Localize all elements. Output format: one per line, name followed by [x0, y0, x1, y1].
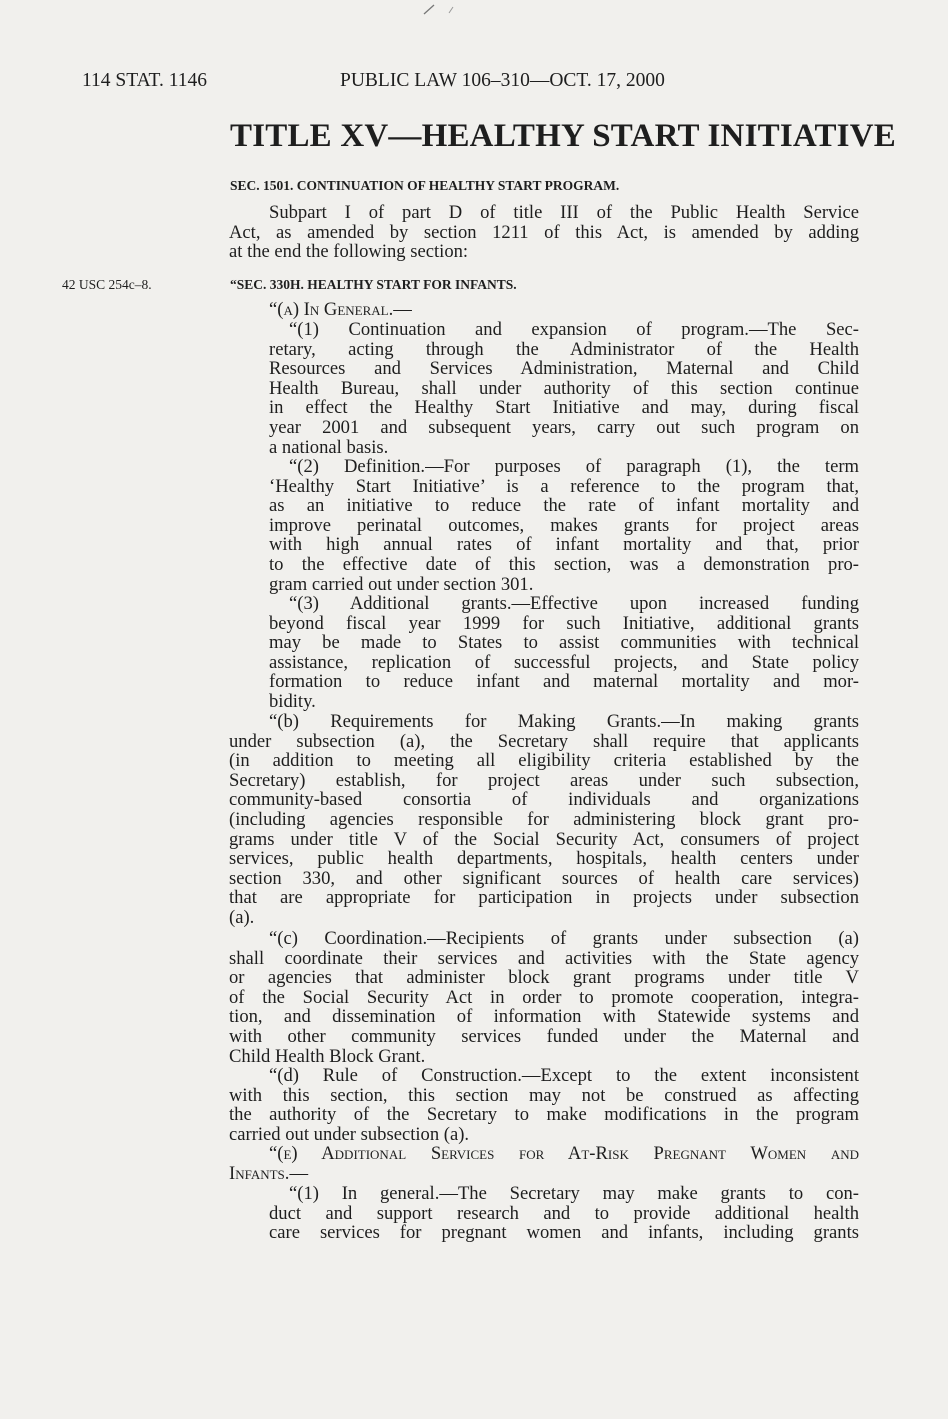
text-line: tion, and dissemination of information with Statewide systems and: [229, 1006, 859, 1028]
text-line: services, public health departments, hospitals, health centers under: [229, 848, 859, 870]
text-line: improve perinatal outcomes, makes grants for project areas: [269, 514, 859, 536]
text-line: in effect the Healthy Start Initiative and may, during fiscal: [269, 397, 859, 419]
text-line: with this section, this section may not be construed as affecting: [229, 1084, 859, 1106]
text-line: ‘Healthy Start Initiative’ is a reference to the program that,: [269, 475, 859, 497]
text-line: “(3) Additional grants.—Effective upon increased funding: [289, 593, 859, 614]
text-line: “(a) In General.—: [269, 299, 412, 320]
margin-citation: 42 USC 254c–8.: [62, 277, 152, 292]
text-line: (including agencies responsible for administering block grant pro-: [229, 808, 859, 830]
text-line: Infants.—: [229, 1162, 309, 1184]
text-line: “(d) Rule of Construction.—Except to the extent inconsistent: [269, 1065, 859, 1086]
subsection-c: [229, 929, 859, 1066]
text-line: or agencies that administer block grant programs under title V: [229, 967, 859, 989]
text-line: section 330, and other significant sources of health care services): [229, 867, 859, 889]
text-line: beyond fiscal year 1999 for such Initiative, additional grants: [269, 612, 859, 634]
text-line: bidity.: [269, 690, 316, 712]
text-line: grams under title V of the Social Security Act, consumers of project: [229, 828, 859, 850]
text-line: gram carried out under section 301.: [269, 573, 534, 595]
scan-mark-graphic: [418, 2, 468, 16]
subsection-a-heading: [229, 300, 859, 320]
law-reference: PUBLIC LAW 106–310—OCT. 17, 2000: [340, 70, 665, 91]
text-line: community-based consortia of individuals and organizations: [229, 789, 859, 811]
text-line: year 2001 and subsequent years, carry out such program on: [269, 416, 859, 438]
text-line: assistance, replication of successful projects, and State policy: [269, 651, 859, 673]
section-1501-heading: SEC. 1501. CONTINUATION OF HEALTHY START PROGRAM.: [230, 178, 620, 193]
text-line: shall coordinate their services and activities with the State agency: [229, 947, 859, 969]
text-line: to the effective date of this section, was a demonstration pro-: [269, 553, 859, 575]
text-line: of the Social Security Act in order to promote cooperation, integra-: [229, 986, 859, 1008]
text-line: the authority of the Secretary to make modifications in the program: [229, 1104, 859, 1126]
subsection-e-heading: [229, 1144, 859, 1183]
title-heading: TITLE XV—HEALTHY START INITIATIVE: [230, 118, 896, 154]
text-line: (a).: [229, 906, 255, 928]
text-line: “(e) Additional Services for At-Risk Pregnant Women and: [269, 1143, 859, 1164]
text-line: Act, as amended by section 1211 of this Act, is amended by adding: [229, 221, 859, 243]
section-1501-text: [229, 203, 859, 262]
text-line: “(2) Definition.—For purposes of paragraph (1), the term: [289, 456, 859, 477]
subsection-b: [229, 712, 859, 928]
text-line: Health Bureau, shall under authority of this section continue: [269, 377, 859, 399]
paragraph-a2: [269, 457, 859, 594]
text-line: with other community services funded under the Maternal and: [229, 1025, 859, 1047]
text-line: that are appropriate for participation in projects under subsection: [229, 887, 859, 909]
text-line: carried out under subsection (a).: [229, 1123, 470, 1145]
paragraph-a3: [269, 594, 859, 712]
text-line: Child Health Block Grant.: [229, 1045, 426, 1067]
text-line: under subsection (a), the Secretary shall require that applicants: [229, 730, 859, 752]
text-line: Subpart I of part D of title III of the Public Health Service: [269, 202, 859, 223]
subsection-d: [229, 1066, 859, 1144]
text-line: Secretary) establish, for project areas under such subsection,: [229, 769, 859, 791]
text-line: a national basis.: [269, 436, 389, 458]
text-line: (in addition to meeting all eligibility criteria established by the: [229, 750, 859, 772]
running-head: [82, 70, 782, 98]
text-line: duct and support research and to provide additional health: [269, 1202, 859, 1224]
paragraph-e1: [269, 1184, 859, 1243]
paragraph-a1: [269, 320, 859, 457]
text-line: formation to reduce infant and maternal mortality and mor-: [269, 671, 859, 693]
text-line: “(1) In general.—The Secretary may make grants to con-: [289, 1183, 859, 1204]
text-line: “(b) Requirements for Making Grants.—In making grants: [269, 711, 859, 732]
text-line: retary, acting through the Administrator of the Health: [269, 338, 859, 360]
section-330h-heading: “SEC. 330H. HEALTHY START FOR INFANTS.: [230, 277, 517, 292]
text-line: as an initiative to reduce the rate of infant mortality and: [269, 495, 859, 517]
text-line: Resources and Services Administration, Maternal and Child: [269, 358, 859, 380]
text-line: “(1) Continuation and expansion of program.—The Sec-: [289, 319, 859, 340]
text-line: care services for pregnant women and infants, including grants: [269, 1222, 859, 1244]
text-line: with high annual rates of infant mortality and that, prior: [269, 534, 859, 556]
text-line: may be made to States to assist communities with technical: [269, 632, 859, 654]
page-reference: 114 STAT. 1146: [82, 70, 208, 91]
text-line: at the end the following section:: [229, 241, 469, 263]
text-line: “(c) Coordination.—Recipients of grants under subsection (a): [269, 928, 859, 949]
